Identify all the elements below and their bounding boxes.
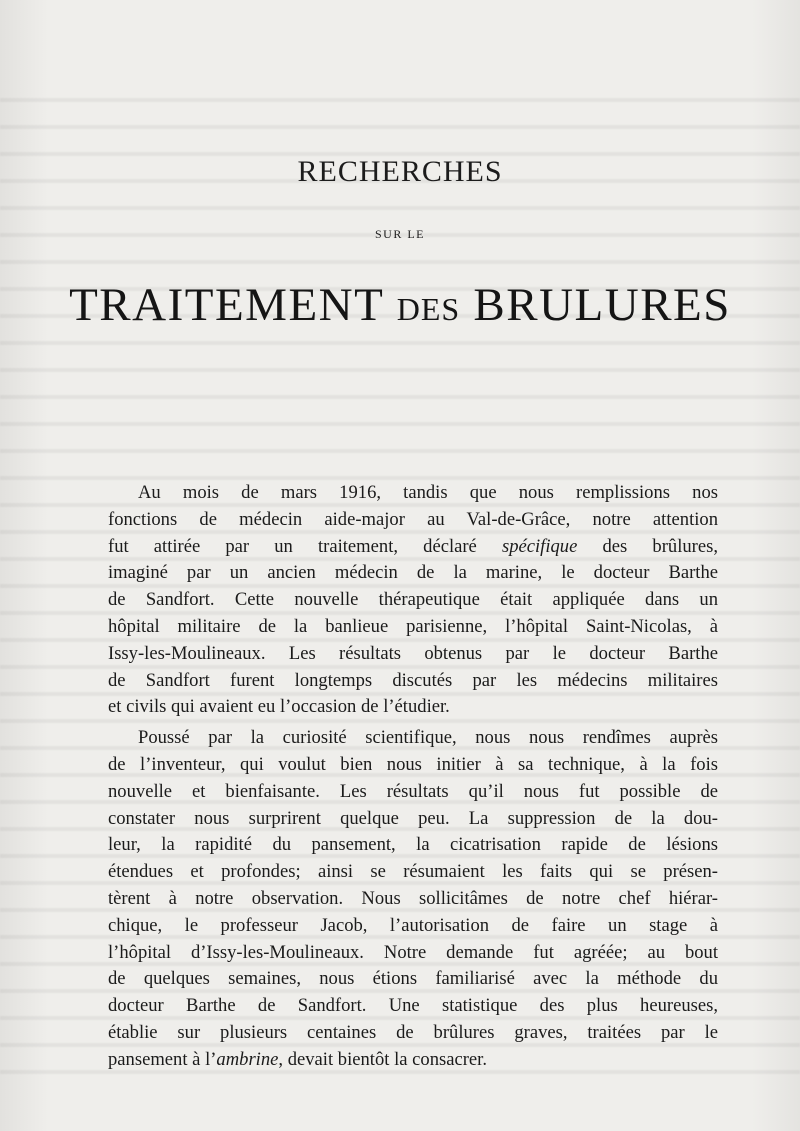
text-line: établie sur plusieurs centaines de brûlures graves, traitées par le (108, 1021, 718, 1043)
text-line: fonctions de médecin aide-major au Val-de-Grâce, notre attention (108, 508, 718, 530)
text-line: tèrent à notre observation. Nous sollicitâmes de notre chef hiérar- (108, 887, 718, 909)
text-line: et civils qui avaient eu l’occasion de l’étudier. (108, 696, 450, 718)
text-line: chique, le professeur Jacob, l’autorisation de faire un stage à (108, 914, 718, 936)
title-recherches: RECHERCHES (297, 155, 503, 188)
text-line: Poussé par la curiosité scientifique, nous nous rendîmes auprès (138, 727, 718, 749)
title-sur-le: SUR LE (374, 227, 425, 241)
text-line: de Sandfort. Cette nouvelle thérapeutique était appliquée dans un (108, 589, 718, 611)
title-traitement: TRAITEMENT (69, 279, 384, 331)
text-line: l’hôpital d’Issy-les-Moulineaux. Notre demande fut agréée; au bout (108, 941, 718, 963)
text-line: Au mois de mars 1916, tandis que nous remplissions nos (138, 482, 718, 503)
text-line: fut attirée par un traitement, déclaré spécifique des brûlures, (108, 535, 718, 557)
text-line: pansement à l’ambrine, devait bientôt la consacrer. (108, 1048, 487, 1070)
text-line: leur, la rapidité du pansement, la cicatrisation rapide de lésions (108, 834, 718, 856)
title-des: DES (396, 291, 461, 327)
paragraph-2 (108, 725, 718, 1073)
text-line: Issy-les-Moulineaux. Les résultats obtenus par le docteur Barthe (108, 642, 718, 664)
text-line: étendues et profondes; ainsi se résumaient les faits qui se présen- (108, 861, 718, 883)
text-line: de l’inventeur, qui voulut bien nous initier à sa technique, à la fois (108, 753, 718, 775)
text-line: docteur Barthe de Sandfort. Une statistique des plus heureuses, (108, 995, 718, 1017)
body-text (108, 480, 718, 1074)
text-line: imaginé par un ancien médecin de la marine, le docteur Barthe (108, 562, 718, 584)
title-brulures: BRULURES (473, 279, 731, 331)
text-line: de quelques semaines, nous étions familiarisé avec la méthode du (108, 968, 718, 990)
text-line: nouvelle et bienfaisante. Les résultats qu’il nous fut possible de (108, 780, 718, 802)
main-title (0, 278, 800, 332)
text-line: de Sandfort furent longtemps discutés par les médecins militaires (108, 669, 718, 691)
text-line: hôpital militaire de la banlieue parisienne, l’hôpital Saint-Nicolas, à (108, 615, 718, 637)
paragraph-1 (108, 480, 718, 721)
text-line: constater nous surprirent quelque peu. La suppression de la dou- (108, 807, 718, 829)
